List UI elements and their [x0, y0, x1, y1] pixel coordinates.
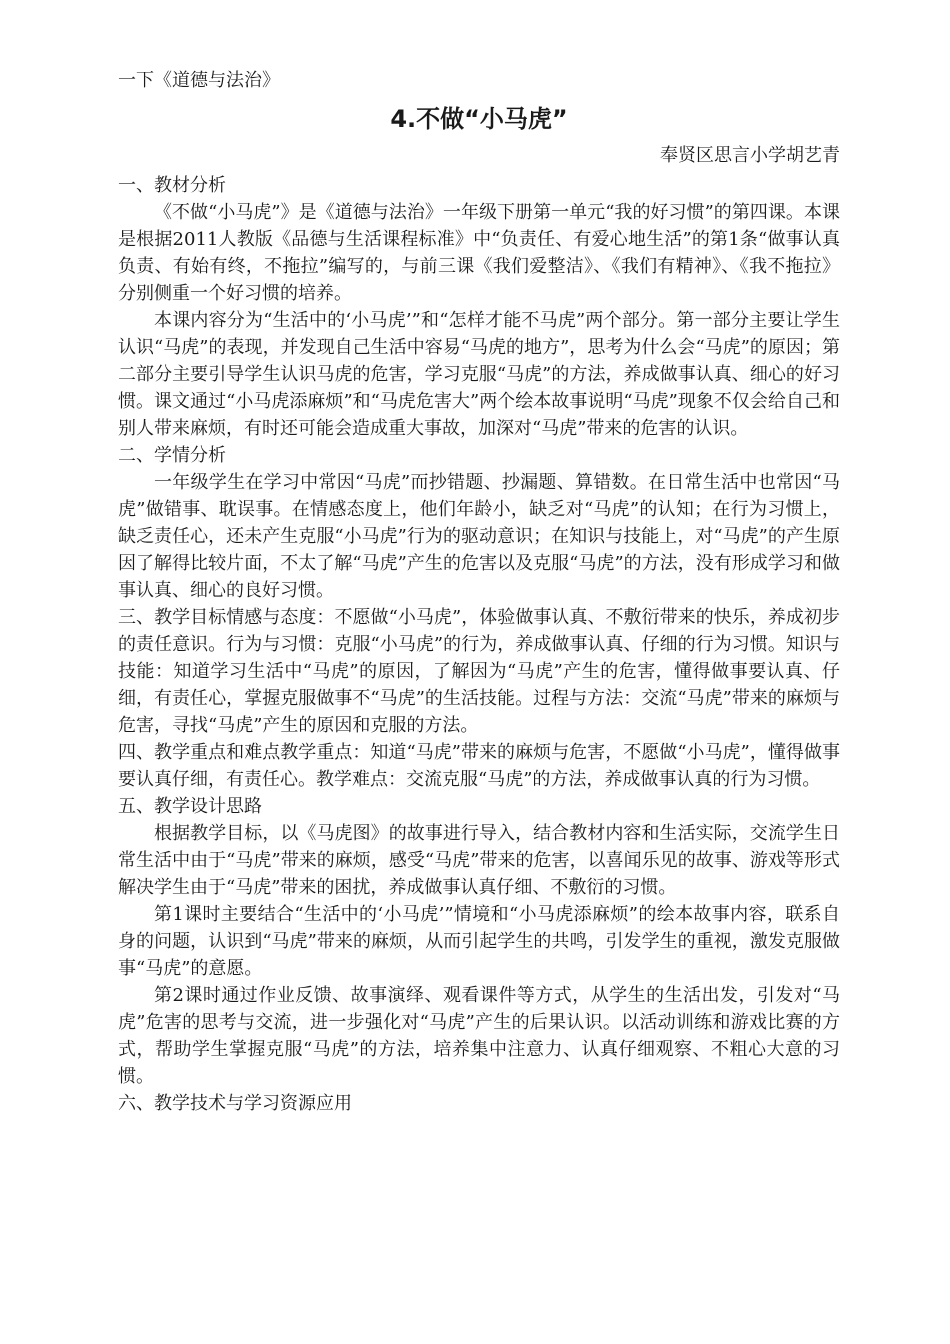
paragraph-textbook-2: 本课内容分为“生活中的‘小马虎’”和“怎样才能不马虎”两个部分。第一部分主要让学生认识“马虎”的表现，并发现自己生活中容易“马虎的地方”，思考为什么会“马虎”的原因；第二部分主要引导学生认识马虎的危害，学习克服“马虎”的方法，养成做事认真、细心的好习惯。课文通过“小马虎添麻烦”和“马虎危害大”两个绘本故事说明“马虎”现象不仅会给自己和别人带来麻烦，有时还可能会造成重大事故，加深对“马虎”带来的危害的认识。 — [118, 310, 840, 439]
section-key-points: 四、教学重点和难点教学重点：知道“马虎”带来的麻烦与危害，不愿做“小马虎”，懂得做事要认真仔细，有责任心。教学难点：交流克服“马虎”的方法，养成做事认真的行为习惯。 — [118, 742, 840, 790]
document-page — [118, 68, 840, 1117]
section-heading-student-analysis: 二、学情分析 — [118, 445, 226, 466]
course-name: 一下《道德与法治》 — [118, 70, 280, 91]
section-teaching-goals: 三、教学目标情感与态度：不愿做“小马虎”，体验做事认真、不敷衍带来的快乐，养成初步的责任意识。行为与习惯：克服“小马虎”的行为，养成做事认真、仔细的行为习惯。知识与技能：知道学习生活中“马虎”的原因，了解因为“马虎”产生的危害，懂得做事要认真、仔细，有责任心，掌握克服做事不“马虎”的生活技能。过程与方法：交流“马虎”带来的麻烦与危害，寻找“马虎”产生的原因和克服的方法。 — [118, 607, 840, 736]
paragraph-textbook-1: 《不做“小马虎”》是《道德与法治》一年级下册第一单元“我的好习惯”的第四课。本课是根据2011人教版《品德与生活课程标准》中“负责任、有爱心地生活”的第1条“做事认真负责、有始有终，不拖拉”编写的，与前三课《我们爱整洁》、《我们有精神》、《我不拖拉》分别侧重一个好习惯的培养。 — [118, 202, 840, 304]
author-line: 奉贤区思言小学胡艺青 — [660, 145, 840, 166]
paragraph-design-2: 第1课时主要结合“生活中的‘小马虎’”情境和“小马虎添麻烦”的绘本故事内容，联系自身的问题，认识到“马虎”带来的麻烦，从而引起学生的共鸣，引发学生的重视，激发克服做事“马虎”的意愿。 — [118, 904, 840, 979]
paragraph-student-analysis: 一年级学生在学习中常因“马虎”而抄错题、抄漏题、算错数。在日常生活中也常因“马虎”做错事、耽误事。在情感态度上，他们年龄小，缺乏对“马虎”的认知；在行为习惯上，缺乏责任心，还未产生克服“小马虎”行为的驱动意识；在知识与技能上，对“马虎”的产生原因了解得比较片面，不太了解“马虎”产生的危害以及克服“马虎”的方法，没有形成学习和做事认真、细心的良好习惯。 — [118, 472, 840, 601]
paragraph-design-3: 第2课时通过作业反馈、故事演绎、观看课件等方式，从学生的生活出发，引发对“马虎”危害的思考与交流，进一步强化对“马虎”产生的后果认识。以活动训练和游戏比赛的方式，帮助学生掌握克服“马虎”的方法，培养集中注意力、认真仔细观察、不粗心大意的习惯。 — [118, 985, 840, 1087]
section-heading-technology: 六、教学技术与学习资源应用 — [118, 1093, 352, 1114]
lesson-title: 4.不做“小马虎” — [390, 105, 568, 133]
section-heading-textbook-analysis: 一、教材分析 — [118, 175, 226, 196]
paragraph-design-1: 根据教学目标，以《马虎图》的故事进行导入，结合教材内容和生活实际，交流学生日常生活中由于“马虎”带来的麻烦，感受“马虎”带来的危害，以喜闻乐见的故事、游戏等形式解决学生由于“马虎”带来的困扰，养成做事认真仔细、不敷衍的习惯。 — [118, 823, 840, 898]
section-heading-design-ideas: 五、教学设计思路 — [118, 796, 262, 817]
